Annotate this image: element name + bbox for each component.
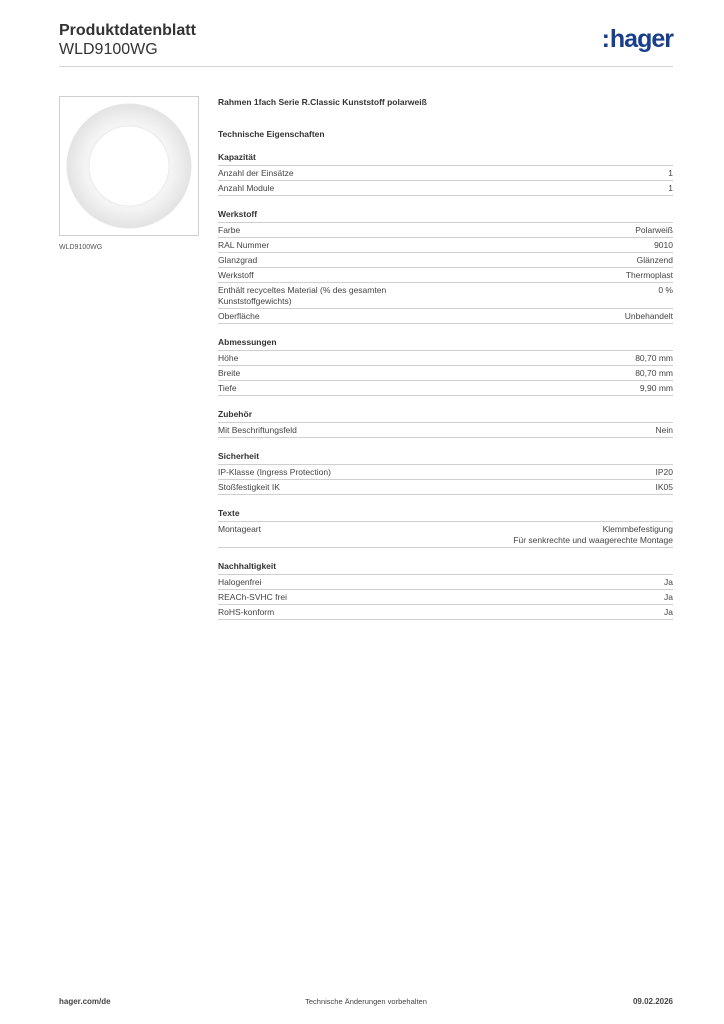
product-details [218,96,673,620]
property-value: IP20 [655,467,673,477]
property-value: Ja [664,607,673,617]
property-value: IK05 [655,482,673,492]
property-label: Anzahl Module [218,183,275,193]
property-row [218,166,673,181]
hager-logo [602,26,673,52]
property-label: Enthält recyceltes Material (% des gesamten Kunststoffgewichts) [218,285,387,306]
property-row [218,181,673,196]
property-label: Anzahl der Einsätze [218,168,294,178]
property-value: Glänzend [636,255,673,265]
property-label: Tiefe [218,383,237,393]
logo-text: hager [609,25,673,53]
property-label: Glanzgrad [218,255,258,265]
property-row [218,480,673,495]
footer-date: 09.02.2026 [632,997,673,1006]
property-label: RAL Nummer [218,240,270,250]
section-title: Technische Eigenschaften [218,129,325,139]
property-row [218,465,673,480]
property-value: Thermoplast [625,270,673,280]
document-title: Produktdatenblatt [59,22,196,39]
property-row [218,423,673,438]
frame-ring-icon [60,97,198,235]
property-label: Breite [218,368,241,378]
group-title: Sicherheit [218,451,673,465]
property-value: 1 [668,183,673,193]
property-row [218,253,673,268]
property-row [218,223,673,238]
logo-colon-icon: : [601,25,609,53]
property-label: Oberfläche [218,311,260,321]
property-label: Stoßfestigkeit IK [218,482,280,492]
property-value: Ja [664,577,673,587]
property-label: Halogenfrei [218,577,262,587]
property-value: 80,70 mm [635,368,673,378]
property-row [218,590,673,605]
property-row [218,605,673,620]
property-label: Mit Beschriftungsfeld [218,425,297,435]
property-label: Montageart [218,524,261,534]
property-label: RoHS-konform [218,607,275,617]
property-value: Unbehandelt [624,311,673,321]
property-row [218,309,673,324]
property-value: Ja [664,592,673,602]
group-title: Werkstoff [218,209,673,223]
property-row [218,381,673,396]
property-row [218,575,673,590]
property-value: Klemmbefestigung Für senkrechte und waagerechte Montage [513,524,673,545]
property-value: 80,70 mm [635,353,673,363]
property-value: 9010 [654,240,673,250]
property-value: 1 [668,168,673,178]
property-label: Werkstoff [218,270,254,280]
property-row [218,238,673,253]
property-row [218,522,673,548]
property-value: 0 % [658,285,673,295]
document-subtitle: WLD9100WG [59,41,158,58]
group-title: Texte [218,508,673,522]
image-caption: WLD9100WG [59,244,103,251]
group-title: Kapazität [218,152,673,166]
property-row [218,268,673,283]
footer-disclaimer: Technische Änderungen vorbehalten [305,997,427,1006]
property-value: Polarweiß [635,225,673,235]
property-value: 9,90 mm [639,383,673,393]
footer-website[interactable]: hager.com/de [59,997,111,1006]
property-label: REACh-SVHC frei [218,592,287,602]
property-label: Höhe [218,353,239,363]
property-groups [218,152,673,620]
group-title: Zubehör [218,409,673,423]
product-image [59,96,199,236]
property-row [218,283,673,309]
page-header [59,22,673,59]
property-row [218,366,673,381]
product-description: Rahmen 1fach Serie R.Classic Kunststoff polarweiß [218,97,427,107]
group-title: Nachhaltigkeit [218,561,673,575]
group-title: Abmessungen [218,337,673,351]
property-value: Nein [655,425,673,435]
property-label: Farbe [218,225,241,235]
property-label: IP-Klasse (Ingress Protection) [218,467,331,477]
header-divider [59,66,673,67]
property-row [218,351,673,366]
